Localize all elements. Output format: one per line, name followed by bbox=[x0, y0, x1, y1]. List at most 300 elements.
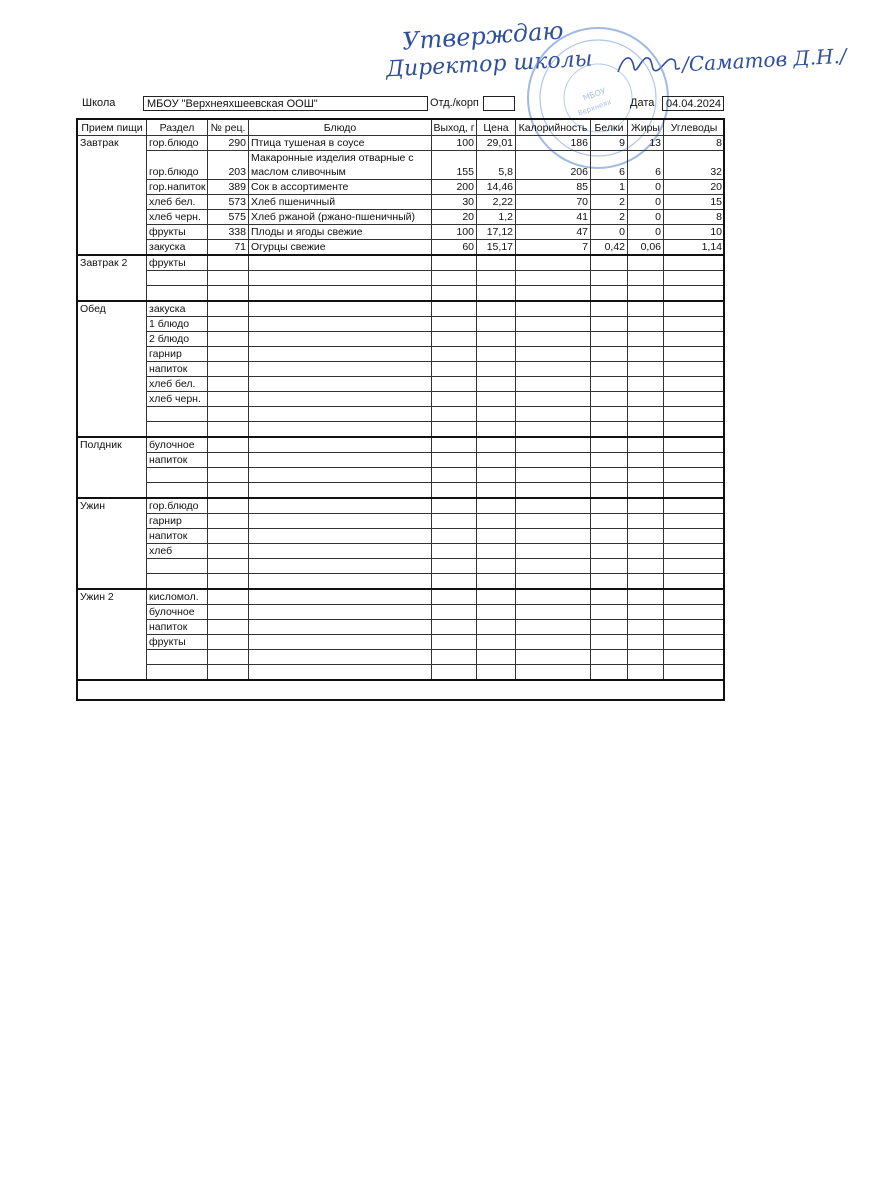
yield-cell: 100 bbox=[432, 225, 477, 240]
carbs-cell bbox=[664, 498, 725, 514]
school-label: Школа bbox=[82, 97, 116, 109]
carbs-cell bbox=[664, 362, 725, 377]
fat-cell bbox=[628, 301, 664, 317]
price-cell bbox=[477, 347, 516, 362]
menu-table bbox=[77, 119, 725, 681]
yield-cell bbox=[432, 377, 477, 392]
yield-cell bbox=[432, 650, 477, 665]
column-header: Блюдо bbox=[249, 120, 432, 136]
fat-cell bbox=[628, 468, 664, 483]
dish-cell bbox=[249, 362, 432, 377]
price-cell bbox=[477, 437, 516, 453]
section-cell: гарнир bbox=[147, 514, 208, 529]
price-cell bbox=[477, 574, 516, 590]
yield-cell bbox=[432, 498, 477, 514]
dept-label: Отд./корп bbox=[430, 97, 479, 109]
table-header-row bbox=[78, 120, 725, 136]
table-row bbox=[78, 271, 725, 286]
dish-cell bbox=[249, 271, 432, 286]
section-cell: напиток bbox=[147, 620, 208, 635]
price-cell bbox=[477, 620, 516, 635]
section-cell: гор.блюдо bbox=[147, 498, 208, 514]
yield-cell bbox=[432, 301, 477, 317]
dish-cell: Хлеб пшеничный bbox=[249, 195, 432, 210]
yield-cell bbox=[432, 453, 477, 468]
fat-cell bbox=[628, 407, 664, 422]
fat-cell bbox=[628, 529, 664, 544]
protein-cell bbox=[591, 529, 628, 544]
yield-cell: 155 bbox=[432, 151, 477, 180]
fat-cell bbox=[628, 437, 664, 453]
kcal-cell bbox=[516, 301, 591, 317]
table-row bbox=[78, 151, 725, 180]
protein-cell bbox=[591, 665, 628, 681]
protein-cell bbox=[591, 317, 628, 332]
fat-cell bbox=[628, 605, 664, 620]
fat-cell: 0 bbox=[628, 180, 664, 195]
table-row bbox=[78, 392, 725, 407]
table-row bbox=[78, 210, 725, 225]
meal-name-cell: Обед bbox=[78, 301, 147, 437]
recipe-cell bbox=[208, 347, 249, 362]
kcal-cell bbox=[516, 650, 591, 665]
carbs-cell bbox=[664, 514, 725, 529]
recipe-cell bbox=[208, 605, 249, 620]
meal-name-cell: Полдник bbox=[78, 437, 147, 498]
dish-cell bbox=[249, 301, 432, 317]
price-cell bbox=[477, 650, 516, 665]
fat-cell: 0,06 bbox=[628, 240, 664, 256]
meal-name-cell: Ужин 2 bbox=[78, 589, 147, 680]
table-row bbox=[78, 332, 725, 347]
table-row bbox=[78, 136, 725, 151]
carbs-cell bbox=[664, 483, 725, 499]
dish-cell bbox=[249, 377, 432, 392]
carbs-cell: 8 bbox=[664, 136, 725, 151]
price-cell bbox=[477, 392, 516, 407]
kcal-cell bbox=[516, 468, 591, 483]
fat-cell bbox=[628, 255, 664, 271]
price-cell: 2,22 bbox=[477, 195, 516, 210]
kcal-cell bbox=[516, 620, 591, 635]
recipe-cell bbox=[208, 407, 249, 422]
fat-cell bbox=[628, 377, 664, 392]
yield-cell bbox=[432, 620, 477, 635]
price-cell bbox=[477, 255, 516, 271]
carbs-cell bbox=[664, 255, 725, 271]
price-cell bbox=[477, 514, 516, 529]
section-cell bbox=[147, 574, 208, 590]
table-row bbox=[78, 240, 725, 256]
carbs-cell bbox=[664, 665, 725, 681]
fat-cell: 13 bbox=[628, 136, 664, 151]
recipe-cell: 203 bbox=[208, 151, 249, 180]
dish-cell bbox=[249, 665, 432, 681]
section-cell: булочное bbox=[147, 605, 208, 620]
section-cell: напиток bbox=[147, 453, 208, 468]
protein-cell bbox=[591, 635, 628, 650]
protein-cell bbox=[591, 453, 628, 468]
carbs-cell bbox=[664, 650, 725, 665]
section-cell bbox=[147, 271, 208, 286]
protein-cell bbox=[591, 483, 628, 499]
recipe-cell bbox=[208, 620, 249, 635]
section-cell: хлеб bbox=[147, 544, 208, 559]
column-header: № рец. bbox=[208, 120, 249, 136]
table-row bbox=[78, 422, 725, 438]
section-cell: хлеб бел. bbox=[147, 195, 208, 210]
fat-cell bbox=[628, 635, 664, 650]
table-body bbox=[78, 136, 725, 681]
section-cell bbox=[147, 483, 208, 499]
kcal-cell bbox=[516, 574, 591, 590]
price-cell bbox=[477, 468, 516, 483]
table-row bbox=[78, 483, 725, 499]
dish-cell: Хлеб ржаной (ржано-пшеничный) bbox=[249, 210, 432, 225]
section-cell: фрукты bbox=[147, 255, 208, 271]
recipe-cell bbox=[208, 255, 249, 271]
yield-cell bbox=[432, 483, 477, 499]
protein-cell bbox=[591, 301, 628, 317]
fat-cell bbox=[628, 574, 664, 590]
price-cell bbox=[477, 407, 516, 422]
dish-cell bbox=[249, 559, 432, 574]
fat-cell bbox=[628, 347, 664, 362]
carbs-cell: 15 bbox=[664, 195, 725, 210]
fat-cell bbox=[628, 589, 664, 605]
price-cell: 14,46 bbox=[477, 180, 516, 195]
table-row bbox=[78, 407, 725, 422]
column-header: Раздел bbox=[147, 120, 208, 136]
dish-cell bbox=[249, 483, 432, 499]
yield-cell bbox=[432, 559, 477, 574]
protein-cell bbox=[591, 650, 628, 665]
kcal-cell bbox=[516, 407, 591, 422]
protein-cell bbox=[591, 422, 628, 438]
fat-cell: 0 bbox=[628, 210, 664, 225]
fat-cell bbox=[628, 392, 664, 407]
kcal-cell bbox=[516, 362, 591, 377]
table-row bbox=[78, 529, 725, 544]
column-header: Прием пищи bbox=[78, 120, 147, 136]
recipe-cell bbox=[208, 317, 249, 332]
table-row bbox=[78, 180, 725, 195]
price-cell bbox=[477, 271, 516, 286]
carbs-cell bbox=[664, 301, 725, 317]
protein-cell bbox=[591, 271, 628, 286]
table-row bbox=[78, 225, 725, 240]
table-row bbox=[78, 362, 725, 377]
section-cell: фрукты bbox=[147, 225, 208, 240]
carbs-cell bbox=[664, 392, 725, 407]
kcal-cell bbox=[516, 437, 591, 453]
yield-cell bbox=[432, 422, 477, 438]
dish-cell bbox=[249, 437, 432, 453]
yield-cell bbox=[432, 635, 477, 650]
price-cell: 15,17 bbox=[477, 240, 516, 256]
school-name-field: МБОУ "Верхнеяхшеевская ООШ" bbox=[143, 96, 428, 111]
recipe-cell bbox=[208, 362, 249, 377]
recipe-cell bbox=[208, 332, 249, 347]
column-header: Калорийность bbox=[516, 120, 591, 136]
fat-cell bbox=[628, 544, 664, 559]
fat-cell bbox=[628, 453, 664, 468]
price-cell bbox=[477, 635, 516, 650]
fat-cell: 0 bbox=[628, 225, 664, 240]
table-row bbox=[78, 255, 725, 271]
protein-cell bbox=[591, 620, 628, 635]
fat-cell bbox=[628, 483, 664, 499]
kcal-cell: 7 bbox=[516, 240, 591, 256]
kcal-cell bbox=[516, 255, 591, 271]
fat-cell bbox=[628, 271, 664, 286]
recipe-cell bbox=[208, 453, 249, 468]
yield-cell bbox=[432, 514, 477, 529]
price-cell bbox=[477, 589, 516, 605]
section-cell: булочное bbox=[147, 437, 208, 453]
carbs-cell bbox=[664, 317, 725, 332]
protein-cell bbox=[591, 544, 628, 559]
section-cell bbox=[147, 650, 208, 665]
yield-cell bbox=[432, 286, 477, 302]
dish-cell bbox=[249, 317, 432, 332]
kcal-cell bbox=[516, 498, 591, 514]
yield-cell bbox=[432, 392, 477, 407]
price-cell bbox=[477, 544, 516, 559]
protein-cell: 0,42 bbox=[591, 240, 628, 256]
kcal-cell bbox=[516, 544, 591, 559]
yield-cell bbox=[432, 317, 477, 332]
meal-name-cell: Завтрак 2 bbox=[78, 255, 147, 301]
section-cell: напиток bbox=[147, 362, 208, 377]
carbs-cell bbox=[664, 559, 725, 574]
carbs-cell: 20 bbox=[664, 180, 725, 195]
carbs-cell bbox=[664, 347, 725, 362]
yield-cell bbox=[432, 665, 477, 681]
table-row bbox=[78, 514, 725, 529]
meal-name-cell: Ужин bbox=[78, 498, 147, 589]
yield-cell bbox=[432, 605, 477, 620]
table-row bbox=[78, 544, 725, 559]
kcal-cell: 85 bbox=[516, 180, 591, 195]
recipe-cell: 71 bbox=[208, 240, 249, 256]
kcal-cell bbox=[516, 347, 591, 362]
section-cell: хлеб бел. bbox=[147, 377, 208, 392]
table-row bbox=[78, 635, 725, 650]
recipe-cell bbox=[208, 514, 249, 529]
yield-cell bbox=[432, 271, 477, 286]
kcal-cell bbox=[516, 559, 591, 574]
fat-cell bbox=[628, 362, 664, 377]
yield-cell: 20 bbox=[432, 210, 477, 225]
yield-cell: 60 bbox=[432, 240, 477, 256]
section-cell bbox=[147, 407, 208, 422]
section-cell: хлеб черн. bbox=[147, 392, 208, 407]
protein-cell bbox=[591, 377, 628, 392]
kcal-cell bbox=[516, 332, 591, 347]
section-cell: 1 блюдо bbox=[147, 317, 208, 332]
kcal-cell: 186 bbox=[516, 136, 591, 151]
dish-cell bbox=[249, 544, 432, 559]
recipe-cell: 338 bbox=[208, 225, 249, 240]
svg-text:МБОУ: МБОУ bbox=[581, 86, 607, 103]
yield-cell bbox=[432, 437, 477, 453]
kcal-cell bbox=[516, 529, 591, 544]
yield-cell: 100 bbox=[432, 136, 477, 151]
table-row bbox=[78, 453, 725, 468]
kcal-cell: 41 bbox=[516, 210, 591, 225]
table-row bbox=[78, 620, 725, 635]
dish-cell bbox=[249, 574, 432, 590]
table-row bbox=[78, 574, 725, 590]
recipe-cell bbox=[208, 559, 249, 574]
fat-cell bbox=[628, 559, 664, 574]
kcal-cell bbox=[516, 635, 591, 650]
yield-cell: 30 bbox=[432, 195, 477, 210]
section-cell bbox=[147, 286, 208, 302]
kcal-cell: 47 bbox=[516, 225, 591, 240]
yield-cell bbox=[432, 362, 477, 377]
section-cell: напиток bbox=[147, 529, 208, 544]
fat-cell bbox=[628, 286, 664, 302]
carbs-cell bbox=[664, 407, 725, 422]
protein-cell bbox=[591, 559, 628, 574]
kcal-cell bbox=[516, 286, 591, 302]
recipe-cell bbox=[208, 422, 249, 438]
dish-cell bbox=[249, 255, 432, 271]
price-cell bbox=[477, 362, 516, 377]
price-cell bbox=[477, 377, 516, 392]
dept-field bbox=[483, 96, 515, 111]
column-header: Жиры bbox=[628, 120, 664, 136]
recipe-cell bbox=[208, 635, 249, 650]
kcal-cell bbox=[516, 514, 591, 529]
price-cell bbox=[477, 498, 516, 514]
protein-cell bbox=[591, 468, 628, 483]
svg-text:Верхнеях: Верхнеях bbox=[576, 98, 613, 118]
recipe-cell bbox=[208, 665, 249, 681]
carbs-cell bbox=[664, 620, 725, 635]
protein-cell bbox=[591, 286, 628, 302]
price-cell bbox=[477, 559, 516, 574]
price-cell: 29,01 bbox=[477, 136, 516, 151]
fat-cell bbox=[628, 665, 664, 681]
fat-cell bbox=[628, 332, 664, 347]
dish-cell bbox=[249, 453, 432, 468]
protein-cell: 9 bbox=[591, 136, 628, 151]
approval-handwriting-line2: Директор школы bbox=[385, 46, 594, 83]
protein-cell bbox=[591, 514, 628, 529]
carbs-cell: 1,14 bbox=[664, 240, 725, 256]
table-row bbox=[78, 195, 725, 210]
dish-cell: Плоды и ягоды свежие bbox=[249, 225, 432, 240]
yield-cell bbox=[432, 589, 477, 605]
column-header: Цена bbox=[477, 120, 516, 136]
recipe-cell bbox=[208, 650, 249, 665]
dish-cell bbox=[249, 286, 432, 302]
price-cell: 17,12 bbox=[477, 225, 516, 240]
price-cell bbox=[477, 317, 516, 332]
protein-cell: 2 bbox=[591, 195, 628, 210]
dish-cell bbox=[249, 650, 432, 665]
carbs-cell bbox=[664, 544, 725, 559]
yield-cell bbox=[432, 407, 477, 422]
dish-cell bbox=[249, 422, 432, 438]
recipe-cell bbox=[208, 377, 249, 392]
section-cell: закуска bbox=[147, 240, 208, 256]
carbs-cell: 32 bbox=[664, 151, 725, 180]
fat-cell bbox=[628, 650, 664, 665]
recipe-cell bbox=[208, 544, 249, 559]
dish-cell bbox=[249, 498, 432, 514]
dish-cell bbox=[249, 347, 432, 362]
yield-cell bbox=[432, 255, 477, 271]
recipe-cell: 389 bbox=[208, 180, 249, 195]
kcal-cell: 70 bbox=[516, 195, 591, 210]
protein-cell bbox=[591, 589, 628, 605]
dish-cell: Птица тушеная в соусе bbox=[249, 136, 432, 151]
carbs-cell bbox=[664, 589, 725, 605]
table-row bbox=[78, 650, 725, 665]
dish-cell: Огурцы свежие bbox=[249, 240, 432, 256]
fat-cell bbox=[628, 514, 664, 529]
carbs-cell bbox=[664, 271, 725, 286]
carbs-cell: 10 bbox=[664, 225, 725, 240]
price-cell bbox=[477, 605, 516, 620]
yield-cell bbox=[432, 529, 477, 544]
protein-cell bbox=[591, 498, 628, 514]
protein-cell bbox=[591, 332, 628, 347]
kcal-cell: 206 bbox=[516, 151, 591, 180]
protein-cell bbox=[591, 255, 628, 271]
kcal-cell bbox=[516, 453, 591, 468]
recipe-cell bbox=[208, 589, 249, 605]
kcal-cell bbox=[516, 589, 591, 605]
table-row bbox=[78, 468, 725, 483]
approval-handwriting-line1: Утверждаю bbox=[401, 16, 565, 56]
carbs-cell: 8 bbox=[664, 210, 725, 225]
section-cell: гор.блюдо bbox=[147, 151, 208, 180]
price-cell: 1,2 bbox=[477, 210, 516, 225]
dish-cell bbox=[249, 514, 432, 529]
table-row bbox=[78, 301, 725, 317]
fat-cell: 6 bbox=[628, 151, 664, 180]
kcal-cell bbox=[516, 483, 591, 499]
recipe-cell bbox=[208, 286, 249, 302]
recipe-cell: 575 bbox=[208, 210, 249, 225]
price-cell bbox=[477, 301, 516, 317]
table-row bbox=[78, 437, 725, 453]
section-cell: гарнир bbox=[147, 347, 208, 362]
protein-cell bbox=[591, 574, 628, 590]
dish-cell bbox=[249, 392, 432, 407]
protein-cell: 6 bbox=[591, 151, 628, 180]
kcal-cell bbox=[516, 665, 591, 681]
carbs-cell bbox=[664, 422, 725, 438]
table-row bbox=[78, 377, 725, 392]
fat-cell: 0 bbox=[628, 195, 664, 210]
recipe-cell bbox=[208, 437, 249, 453]
section-cell: кисломол. bbox=[147, 589, 208, 605]
protein-cell bbox=[591, 407, 628, 422]
protein-cell: 1 bbox=[591, 180, 628, 195]
yield-cell bbox=[432, 468, 477, 483]
yield-cell: 200 bbox=[432, 180, 477, 195]
yield-cell bbox=[432, 332, 477, 347]
recipe-cell bbox=[208, 392, 249, 407]
recipe-cell bbox=[208, 574, 249, 590]
section-cell: фрукты bbox=[147, 635, 208, 650]
